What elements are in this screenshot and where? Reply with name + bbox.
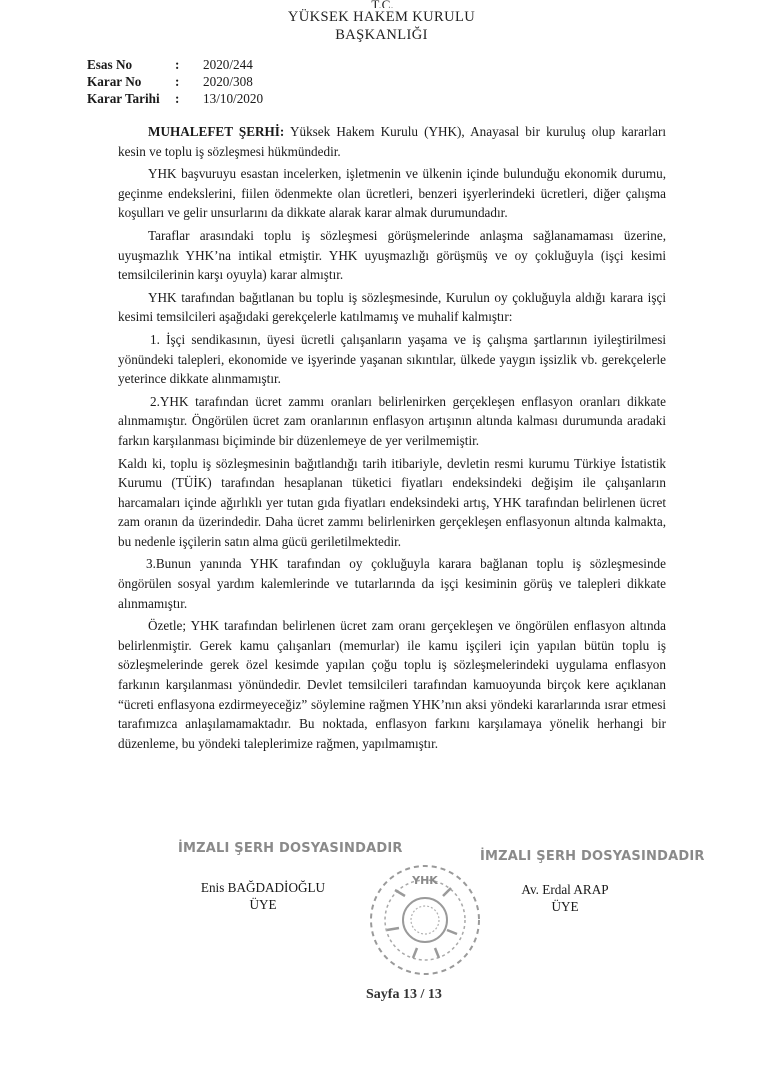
meta-colon: : bbox=[175, 91, 180, 106]
official-seal-icon bbox=[365, 860, 485, 980]
signature-stamp-left: İMZALI ŞERH DOSYASINDADIR bbox=[178, 841, 403, 856]
header-line-1: YÜKSEK HAKEM KURULU bbox=[287, 9, 476, 25]
header-cut-line: T.C. bbox=[371, 0, 394, 8]
paragraph-item-2: 2.YHK tarafından ücret zammı oranları belirlenirken gerçekleşen enflasyon oranları dikkate alınmamıştır. Öngörülen ücret zam oranlarının enflasyon artışının altında kalması durumunda aradaki farkın karşılanması biçiminde bir düzenlemeye de yer verilmemiştir. bbox=[118, 393, 666, 448]
signatory-left bbox=[178, 879, 348, 913]
meta-value: 2020/308 bbox=[203, 74, 253, 89]
meta-colon: : bbox=[175, 57, 180, 72]
paragraph-intro-text: Yüksek Hakem Kurulu (YHK), Anayasal bir kuruluş olup kararları kesin ve toplu iş sözleşmesi hükmündedir. bbox=[118, 124, 666, 159]
meta-value: 13/10/2020 bbox=[203, 91, 264, 106]
meta-row-esas bbox=[87, 56, 263, 73]
meta-label: Karar No bbox=[87, 74, 142, 89]
seal-text: YHK bbox=[412, 874, 438, 887]
meta-row-karar bbox=[87, 73, 263, 90]
meta-label: Esas No bbox=[87, 57, 133, 72]
meta-label: Karar Tarihi bbox=[87, 91, 160, 106]
meta-colon: : bbox=[175, 74, 180, 89]
paragraph: YHK tarafından bağıtlanan bu toplu iş sözleşmesinde, Kurulun oy çokluğuyla aldığı karara işçi kesimi temsilcileri aşağıdaki gerekçelerle katılmamış ve muhalif kalmıştır: bbox=[118, 289, 666, 325]
header-line-2: BAŞKANLIĞI bbox=[335, 27, 428, 43]
dissent-heading: MUHALEFET ŞERHİ: bbox=[148, 124, 285, 139]
page-number: Sayfa 13 / 13 bbox=[366, 987, 442, 1002]
paragraph: YHK başvuruyu esastan incelerken, işletmenin ve ülkenin içinde bulunduğu ekonomik durumu, geçinme endekslerini, fiilen ödenmekte olan ücretleri, benzeri işyerlerindeki ücretleri, diğer çalışma koşulları ve gelir unsurlarını da dikkate alarak karar almak durumundadır. bbox=[118, 166, 666, 221]
meta-value: 2020/244 bbox=[203, 57, 253, 72]
paragraph-summary: Özetle; YHK tarafından belirlenen ücret zam oranı gerçekleşen ve öngörülen enflasyon altında belirlenmiştir. Gerek kamu çalışanları (memurlar) ile kamu işçileri için yapılan bütün toplu iş sözleşmelerinde gerek özel kesimde yapılan çoğu toplu iş sözleşmelerindeki uygulama enflasyon farkının karşılanması yönündedir. Devlet temsilcileri tarafından kamuoyunda birçok kere açıklanan “ücreti enflasyona ezdirmeyeceğiz” söylemine rağmen YHK’nın aksi yöndeki kararlarında ısrar etmesi tarafımızca anlaşılamamaktadır. Bu noktada, enflasyon farkını karşılamaya yönelik herhangi bir düzenleme, bu yöndeki taleplerimize rağmen, yapılmamıştır. bbox=[118, 618, 666, 751]
paragraph: Taraflar arasındaki toplu iş sözleşmesi görüşmelerinde anlaşma sağlanamaması üzerine, uyuşmazlık YHK’na intikal etmiştir. YHK uyuşmazlığı görüşmüş ve oy çokluğuyla (işçi kesimi temsilcilerinin karşı oyuyla) karar almıştır. bbox=[118, 227, 666, 283]
document-header bbox=[0, 0, 763, 44]
paragraph: Kaldı ki, toplu iş sözleşmesinin bağıtlandığı tarih itibariyle, devletin resmi kurumu Türkiye İstatistik Kurumu (TÜİK) tarafından hesaplanan tüketici fiyatları endeksindeki değişim ile çalışanların harcamaları içinde ağırlıklı yer tutan gıda fiyatları endeksindeki artış, YHK tarafından belirlenen ücret zam oranın da üzerindedir. Daha ücret zammı belirlenirken gerçekleşen enflasyonun altında kalmakta, bu nedenle işçilerin satın alma gücü geriletilmektedir. bbox=[118, 455, 666, 549]
signatory-title: ÜYE bbox=[249, 897, 277, 912]
paragraph-item-1: 1. İşçi sendikasının, üyesi ücretli çalışanların yaşama ve iş çalışma şartlarının iyileştirilmesi yönündeki talepleri, ekonomide ve işyerinde yaşanan sıkıntılar, ülkede yaygın işsizlik vb. gerekçelerle yeterince dikkate alınmamıştır. bbox=[118, 331, 666, 387]
paragraph-item-3: 3.Bunun yanında YHK tarafından oy çokluğuyla karara bağlanan toplu iş sözleşmesinde öngörülen sosyal yardım kalemlerinde ve tutarlarında da işçi kesiminin görüş ve talepleri dikkate alınmamıştır. bbox=[118, 556, 666, 611]
dissent-body bbox=[118, 122, 666, 756]
case-meta bbox=[87, 56, 263, 107]
signatory-name: Enis BAĞDADİOĞLU bbox=[200, 880, 326, 895]
signature-stamp-right: İMZALI ŞERH DOSYASINDADIR bbox=[480, 849, 705, 864]
paragraph-intro bbox=[118, 122, 666, 161]
signatory-title: ÜYE bbox=[551, 899, 579, 914]
meta-row-tarih bbox=[87, 90, 263, 107]
signatory-right bbox=[490, 881, 640, 915]
signatory-name: Av. Erdal ARAP bbox=[521, 882, 609, 897]
